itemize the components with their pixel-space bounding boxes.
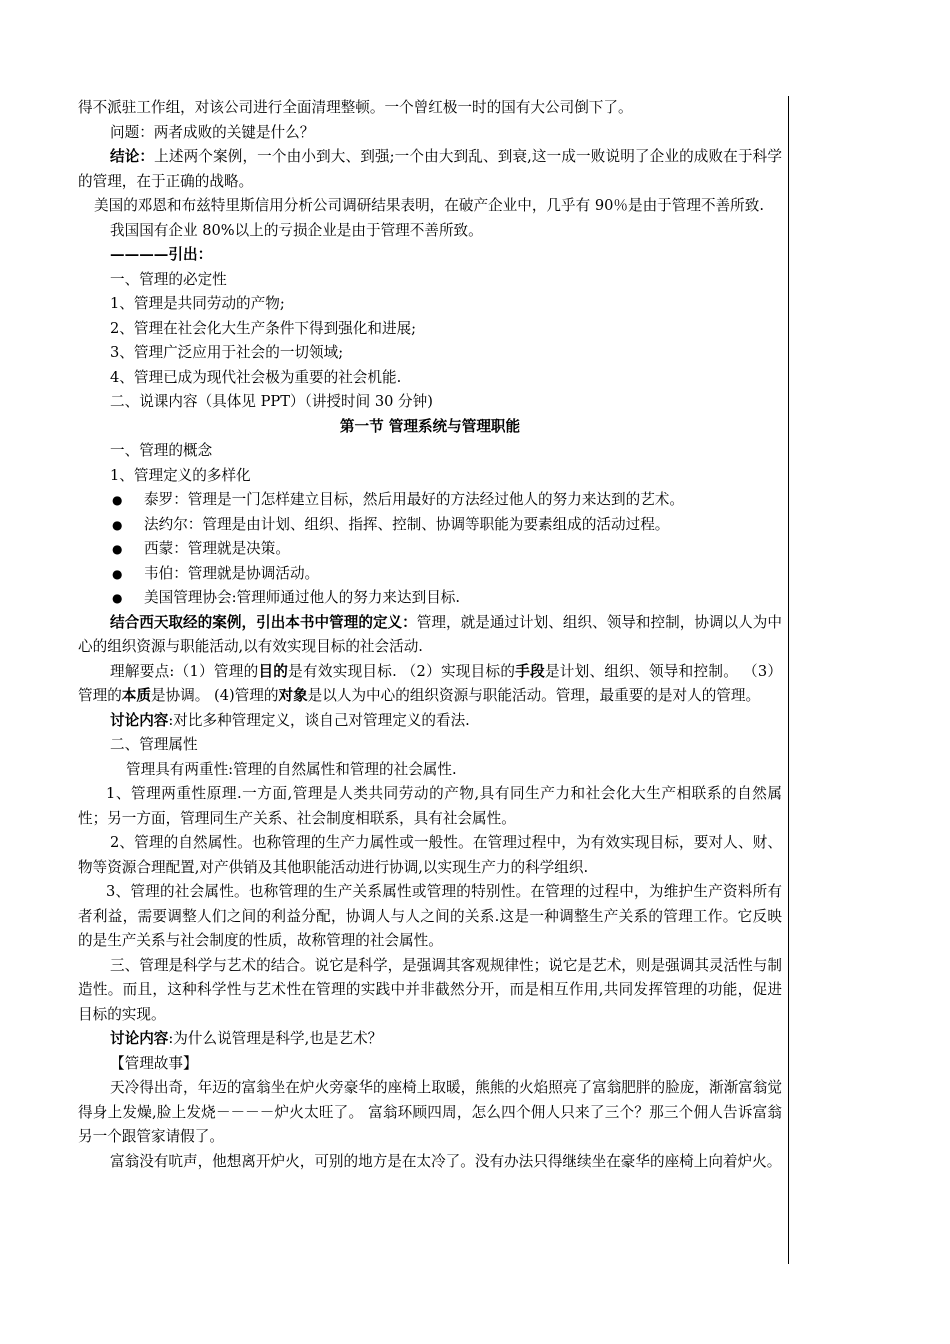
story-title: 【管理故事】 [110,1054,198,1072]
understanding-points: 理解要点:（1）管理的目的是有效实现目标. （2）实现目标的手段是计划、组织、领导和控制。 （3）管理的本质是协调。 (4)管理的对象是以人为中心的组织资源与职能活动。管理，最重要的是对人的管理。 [78,662,782,704]
paragraph: 1、管理两重性原理.一方面,管理是人类共同劳动的产物,具有同生产力和社会化大生产相联系的自然属性；另一方面，管理同生产关系、社会制度相联系，具有社会属性。 [78,785,782,827]
discussion: 讨论内容:对比多种管理定义，谈自己对管理定义的看法. [110,711,470,729]
list-item: 4、管理已成为现代社会极为重要的社会机能. [110,368,402,386]
discussion: 讨论内容:为什么说管理是科学,也是艺术？ [110,1030,383,1047]
list-item: 1、管理是共同劳动的产物; [110,295,285,312]
paragraph: 3、管理的社会属性。也称管理的生产关系属性或管理的特别性。在管理的过程中，为维护生产资料所有者利益，需要调整人们之间的利益分配，协调人与人之间的关系.这是一种调整生产关系的管理工作。它反映的是生产关系与社会制度的性质，故称管理的社会属性。 [78,883,782,949]
story-paragraph: 天冷得出奇，年迈的富翁坐在炉火旁豪华的座椅上取暖，熊熊的火焰照亮了富翁肥胖的脸庞，渐渐富翁觉得身上发燥,脸上发烧－－－－炉火太旺了。 富翁环顾四周，怎么四个佣人只来了三个？那三个佣人告诉富翁另一个跟管家请假了。 [78,1079,782,1145]
conclusion [78,145,782,194]
document-body [78,96,782,1174]
paragraph: 得不派驻工作组，对该公司进行全面清理整顿。一个曾红极一时的国有大公司倒下了。 [78,99,633,116]
subsection-title: 1、管理定义的多样化 [110,466,251,484]
document-page [78,96,789,1264]
bullet-item: ● 泰罗：管理是一门怎样建立目标，然后用最好的方法经过他人的努力来达到的艺术。 [78,488,782,513]
section-title: 二、管理属性 [110,736,198,753]
lead-in: ————引出： [110,246,213,263]
conclusion-text: 上述两个案例，一个由小到大、到强;一个由大到乱、到衰,这一成一败说明了企业的成败在于科学的管理，在于正确的战略。 [78,148,782,190]
paragraph: 管理具有两重性:管理的自然属性和管理的社会属性. [126,760,457,778]
paragraph: 三、管理是科学与艺术的结合。说它是科学，是强调其客观规律性；说它是艺术，则是强调其灵活性与制造性。而且，这种科学性与艺术性在管理的实践中并非截然分开，而是相互作用,共同发挥管理的功能，促进目标的实现。 [78,956,782,1023]
bullet-item: ● 西蒙：管理就是决策。 [78,537,782,562]
list-item: 2、管理在社会化大生产条件下得到强化和进展; [110,319,417,337]
section-title: 一、管理的概念 [110,442,213,459]
section-title: 一、管理的必定性 [110,270,227,288]
list-item: 3、管理广泛应用于社会的一切领域; [110,344,344,361]
bullet-item: ● 韦伯：管理就是协调活动。 [78,562,782,587]
paragraph: 2、管理的自然属性。也称管理的生产力属性或一般性。在管理过程中，为有效实现目标，要对人、财、物等资源合理配置,对产供销及其他职能活动进行协调,以实现生产力的科学组织. [78,834,782,876]
paragraph: 美国的邓恩和布兹特里斯信用分析公司调研结果表明，在破产企业中，几乎有 90％是由于管理不善所致. [94,197,764,214]
section-title: 二、说课内容（具体见 PPT）（讲授时间 30 分钟) [110,393,433,410]
bullet-item: ● 美国管理协会:管理师通过他人的努力来达到目标. [78,586,782,611]
story-paragraph: 富翁没有吭声，他想离开炉火，可别的地方是在太冷了。没有办法只得继续坐在豪华的座椅上向着炉火。 [110,1152,782,1170]
definition: 结合西天取经的案例，引出本书中管理的定义：管理，就是通过计划、组织、领导和控制，协调以人为中心的组织资源与职能活动,以有效实现目标的社会活动. [78,613,782,655]
question: 问题：两者成败的关键是什么？ [110,123,315,141]
paragraph: 我国国有企业 80%以上的亏损企业是由于管理不善所致。 [110,221,483,239]
conclusion-label: 结论： [110,148,155,165]
chapter-heading: 第一节 管理系统与管理职能 [339,417,521,435]
bullet-item: ● 法约尔：管理是由计划、组织、指挥、控制、协调等职能为要素组成的活动过程。 [78,513,782,538]
